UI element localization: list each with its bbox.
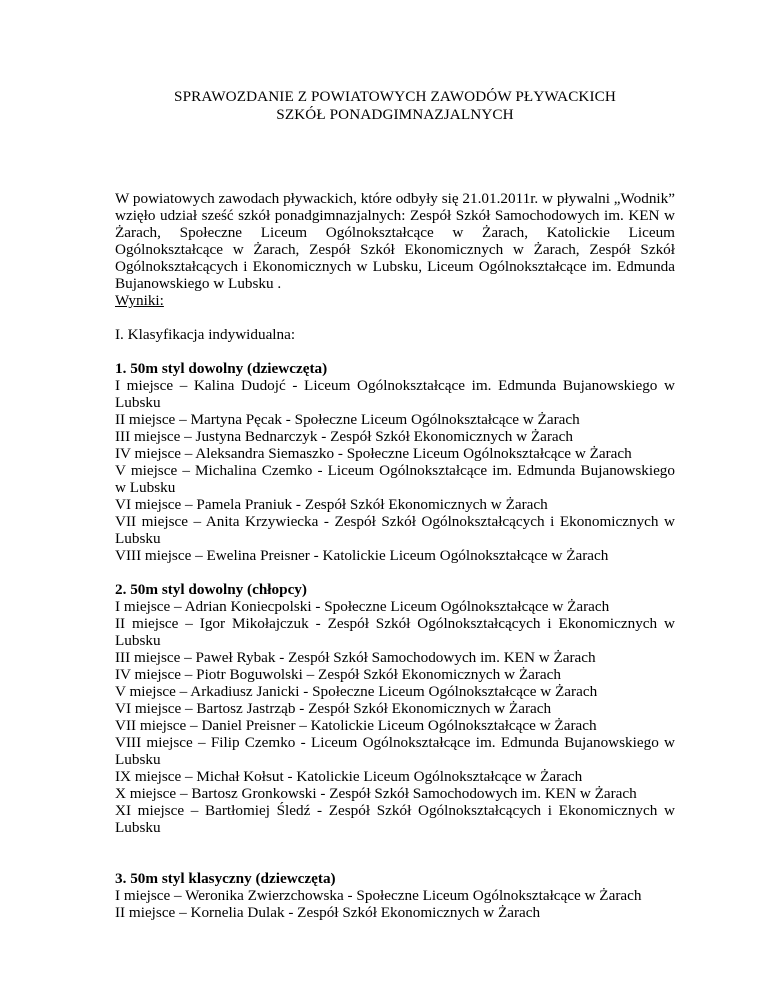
result-entry: I miejsce – Weronika Zwierzchowska - Społeczne Liceum Ogólnokształcące w Żarach — [115, 887, 642, 904]
result-entry: VIII miejsce – Filip Czemko - Liceum Ogólnokształcące im. Edmunda Bujanowskiego w Lubsku — [115, 734, 675, 768]
section-label: I. Klasyfikacja indywidualna: — [115, 326, 296, 343]
result-entry: I miejsce – Adrian Koniecpolski - Społeczne Liceum Ogólnokształcące w Żarach — [115, 598, 610, 615]
result-entry: II miejsce – Martyna Pęcak - Społeczne Liceum Ogólnokształcące w Żarach — [115, 411, 580, 428]
results-block-3 — [115, 870, 675, 921]
result-entry: XI miejsce – Bartłomiej Śledź - Zespół Szkół Ogólnokształcących i Ekonomicznych w Lubsku — [115, 802, 675, 836]
result-entry: I miejsce – Kalina Dudojć - Liceum Ogólnokształcące im. Edmunda Bujanowskiego w Lubsku — [115, 377, 675, 411]
result-entry: III miejsce – Justyna Bednarczyk - Zespół Szkół Ekonomicznych w Żarach — [115, 428, 574, 445]
result-entry: VII miejsce – Daniel Preisner – Katolickie Liceum Ogólnokształcące w Żarach — [115, 717, 597, 734]
title-line-1: SPRAWOZDANIE Z POWIATOWYCH ZAWODÓW PŁYWACKICH — [174, 88, 616, 105]
result-entry: VI miejsce – Pamela Praniuk - Zespół Szkół Ekonomicznych w Żarach — [115, 496, 548, 513]
block-title: 1. 50m styl dowolny (dziewczęta) — [115, 360, 328, 377]
result-entry: IV miejsce – Piotr Boguwolski – Zespół Szkół Ekonomicznych w Żarach — [115, 666, 561, 683]
document-title — [115, 88, 675, 124]
results-block-2 — [115, 581, 675, 836]
result-entry: V miejsce – Arkadiusz Janicki - Społeczne Liceum Ogólnokształcące w Żarach — [115, 683, 598, 700]
result-entry: II miejsce – Igor Mikołajczuk - Zespół Szkół Ogólnokształcących i Ekonomicznych w Lubsku — [115, 615, 675, 649]
result-entry: V miejsce – Michalina Czemko - Liceum Ogólnokształcące im. Edmunda Bujanowskiego w Lubsku — [115, 462, 675, 496]
block-title: 3. 50m styl klasyczny (dziewczęta) — [115, 870, 336, 887]
result-entry: IV miejsce – Aleksandra Siemaszko - Społeczne Liceum Ogólnokształcące w Żarach — [115, 445, 632, 462]
result-entry: II miejsce – Kornelia Dulak - Zespół Szkół Ekonomicznych w Żarach — [115, 904, 541, 921]
block-title: 2. 50m styl dowolny (chłopcy) — [115, 581, 307, 598]
intro-paragraph: W powiatowych zawodach pływackich, które odbyły się 21.01.2011r. w pływalni „Wodnik” wzięło udział sześć szkół ponadgimnazjalnych: Zespół Szkół Samochodowych im. KEN w Żarach, Społeczne Liceum Ogólnokształcące w Żarach, Katolickie Liceum Ogólnokształcące w Żarach, Zespół Szkół Ekonomicznych w Żarach, Zespół Szkół Ogólnokształcących i Ekonomicznych w Lubsku, Liceum Ogólnokształcące im. Edmunda Bujanowskiego w Lubsku . — [115, 190, 675, 292]
result-entry: III miejsce – Paweł Rybak - Zespół Szkół Samochodowych im. KEN w Żarach — [115, 649, 596, 666]
document-page — [115, 0, 675, 921]
result-entry: X miejsce – Bartosz Gronkowski - Zespół Szkół Samochodowych im. KEN w Żarach — [115, 785, 637, 802]
result-entry: IX miejsce – Michał Kołsut - Katolickie Liceum Ogólnokształcące w Żarach — [115, 768, 583, 785]
title-line-2: SZKÓŁ PONADGIMNAZJALNYCH — [276, 106, 514, 123]
results-block-1 — [115, 360, 675, 564]
result-entry: VI miejsce – Bartosz Jastrząb - Zespół Szkół Ekonomicznych w Żarach — [115, 700, 552, 717]
results-label: Wyniki: — [115, 292, 164, 309]
result-entry: VII miejsce – Anita Krzywiecka - Zespół Szkół Ogólnokształcących i Ekonomicznych w Lubsku — [115, 513, 675, 547]
result-entry: VIII miejsce – Ewelina Preisner - Katolickie Liceum Ogólnokształcące w Żarach — [115, 547, 609, 564]
